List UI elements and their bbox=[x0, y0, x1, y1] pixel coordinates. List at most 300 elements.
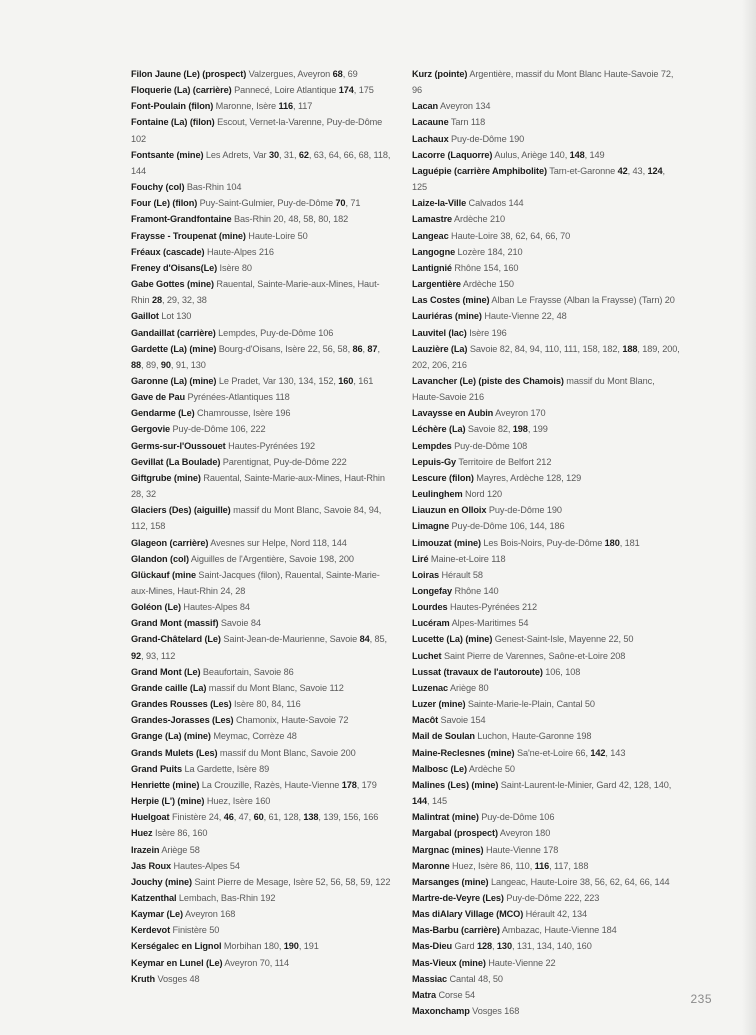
entry-pages bbox=[522, 602, 537, 612]
index-entry bbox=[131, 922, 393, 938]
entry-pages bbox=[509, 134, 524, 144]
page-ref: 190 bbox=[546, 505, 562, 516]
index-entry bbox=[412, 502, 682, 518]
page-ref: 223 bbox=[584, 892, 600, 903]
index-entry bbox=[131, 615, 393, 631]
page-ref: 70 bbox=[560, 230, 571, 241]
page-ref: 145 bbox=[431, 796, 447, 807]
page-ref: 93 bbox=[145, 650, 156, 661]
page-ref: 102 bbox=[131, 133, 147, 144]
page-ref: 89 bbox=[145, 359, 156, 370]
page-ref: 90 bbox=[160, 359, 171, 370]
entry-name: Liré bbox=[412, 553, 429, 564]
page-ref: 222 bbox=[250, 424, 266, 435]
index-entry bbox=[412, 631, 682, 647]
entry-pages: 70, 114 bbox=[259, 957, 289, 968]
entry-location: Escout, Vernet-la-Varenne, Puy-de-Dôme bbox=[217, 117, 383, 128]
index-entry bbox=[412, 66, 682, 98]
page-ref: 68 bbox=[332, 69, 343, 79]
entry-pages bbox=[546, 958, 556, 968]
entry-location: Ariège bbox=[161, 844, 188, 855]
entry-name: Lourdes bbox=[412, 602, 448, 613]
entry-pages: 42, 43, 124, 125 bbox=[412, 165, 665, 193]
entry-pages bbox=[300, 441, 315, 451]
entry-name: Gevillat (La Boulade) bbox=[131, 456, 221, 467]
entry-location: Les Adrets, Var bbox=[205, 149, 267, 160]
page-ref: 80 bbox=[256, 699, 267, 710]
page-ref: 144 bbox=[529, 521, 545, 532]
page-ref: 24 bbox=[220, 586, 231, 596]
page-ref: 130 bbox=[496, 941, 512, 952]
entry-pages bbox=[475, 101, 490, 111]
page-ref: 108 bbox=[565, 666, 581, 677]
entry-name: Marsanges (mine) bbox=[412, 876, 489, 887]
page-ref: 50 bbox=[504, 763, 515, 774]
index-entry bbox=[131, 728, 393, 744]
entry-pages: 28, 32 bbox=[131, 489, 156, 500]
page-ref: 144 bbox=[508, 198, 524, 209]
index-entry bbox=[412, 1003, 682, 1019]
entry-pages bbox=[602, 925, 617, 935]
entry-pages bbox=[470, 715, 485, 725]
page-ref: 84 bbox=[271, 699, 282, 710]
entry-location: Hautes-Pyrénées bbox=[450, 602, 520, 613]
entry-location: Sainte-Marie-le-Plain, Cantal bbox=[467, 699, 583, 710]
entry-pages bbox=[240, 602, 250, 612]
page-ref: 128 bbox=[546, 472, 562, 483]
page-ref: 128 bbox=[476, 941, 493, 952]
index-entry bbox=[412, 890, 682, 906]
page-ref: 28 bbox=[131, 489, 142, 500]
entry-pages bbox=[547, 505, 562, 515]
page-ref: 192 bbox=[300, 440, 316, 451]
page-ref: 69 bbox=[347, 69, 358, 79]
index-entry bbox=[412, 842, 682, 858]
entry-location: Hautes-Alpes bbox=[183, 602, 238, 613]
index-entry bbox=[412, 438, 682, 454]
page-ref: 160 bbox=[192, 828, 208, 839]
page-ref: 212 bbox=[536, 456, 552, 467]
entry-pages bbox=[610, 651, 625, 661]
entry-pages bbox=[209, 925, 219, 935]
entry-name: Grandes-Jorasses (Les) bbox=[131, 715, 234, 726]
page-ref: 106 bbox=[509, 521, 525, 532]
page-ref: 46 bbox=[223, 812, 234, 823]
entry-pages bbox=[260, 893, 275, 903]
entry-name: Gardette (La) (mine) bbox=[131, 343, 217, 354]
page-ref: 143 bbox=[610, 747, 626, 758]
entry-name: Grand Mont (massif) bbox=[131, 618, 219, 629]
entry-name: Lempdes bbox=[412, 440, 452, 451]
entry-name: Mail de Soulan bbox=[412, 731, 475, 742]
entry-location: Saint Pierre de Mesage, Isère bbox=[194, 876, 314, 887]
index-entry bbox=[412, 874, 682, 890]
page-ref: 104 bbox=[226, 182, 242, 193]
entry-location: Puy-de-Dôme bbox=[451, 521, 508, 532]
entry-location: Isère bbox=[469, 327, 490, 338]
entry-pages: 128, 130, 131, 134, 140, 160 bbox=[476, 941, 592, 952]
page-ref: 87 bbox=[367, 343, 378, 354]
page-ref: 131 bbox=[516, 941, 532, 952]
entry-location: Territoire de Belfort bbox=[458, 456, 534, 467]
page-ref: 140 bbox=[549, 149, 565, 160]
entry-pages bbox=[469, 392, 484, 402]
page-ref: 66 bbox=[343, 149, 354, 160]
page-ref: 64 bbox=[624, 876, 635, 887]
entry-location: Aveyron bbox=[440, 101, 473, 112]
index-entry bbox=[131, 890, 393, 906]
page-ref: 154 bbox=[470, 715, 486, 726]
page-ref: 118 bbox=[373, 149, 388, 160]
entry-name: Lucéram bbox=[412, 618, 450, 629]
entry-location: Bas-Rhin bbox=[186, 182, 224, 193]
entry-location: Saint-Laurent-le-Minier, Gard bbox=[500, 779, 617, 790]
page-ref: 140 bbox=[653, 779, 669, 790]
entry-name: Framont-Grandfontaine bbox=[131, 214, 232, 225]
page-ref: 116 bbox=[286, 699, 301, 710]
entry-name: Mas-Barbu (carrière) bbox=[412, 925, 500, 936]
page-ref: 140 bbox=[556, 941, 572, 952]
page-ref: 118 bbox=[275, 392, 290, 403]
entry-pages bbox=[275, 408, 290, 418]
page-ref: 84 bbox=[514, 343, 525, 354]
entry-location: Maine-et-Loire bbox=[430, 553, 489, 564]
entry-location: Ardèche bbox=[462, 279, 497, 290]
page-ref: 156 bbox=[343, 812, 359, 823]
index-entry bbox=[131, 535, 393, 551]
entry-location: Sa'ne-et-Loire bbox=[516, 747, 573, 758]
entry-pages: 22, 50 bbox=[608, 634, 634, 645]
entry-pages bbox=[338, 715, 348, 725]
page-ref: 84 bbox=[353, 505, 364, 516]
page-ref: 59 bbox=[360, 876, 371, 887]
page-ref: 180 bbox=[263, 941, 279, 952]
page-ref: 130 bbox=[278, 375, 294, 386]
page-ref: 60 bbox=[253, 812, 264, 823]
page-ref: 38 bbox=[500, 230, 511, 241]
page-ref: 160 bbox=[576, 941, 592, 952]
entry-name: Kerségalec en Lignol bbox=[131, 941, 222, 952]
page-ref: 144 bbox=[131, 165, 147, 176]
page-ref: 88 bbox=[131, 359, 142, 370]
entry-name: Jouchy (mine) bbox=[131, 876, 192, 887]
entry-pages: 106, 144, 186 bbox=[509, 521, 565, 532]
entry-pages: 116, 117 bbox=[278, 101, 313, 112]
index-entry bbox=[412, 551, 682, 567]
index-entry bbox=[131, 179, 393, 195]
index-entry bbox=[131, 793, 393, 809]
entry-location: Alpes-Maritimes bbox=[451, 618, 516, 629]
index-entry bbox=[412, 486, 682, 502]
page-ref: 28 bbox=[235, 586, 246, 596]
index-entry bbox=[412, 777, 682, 809]
index-entry bbox=[131, 276, 393, 308]
entry-location: Savoie bbox=[220, 618, 249, 629]
index-entry bbox=[412, 971, 682, 987]
page-ref: 112 bbox=[329, 682, 344, 693]
entry-pages: 38, 56, 62, 64, 66, 144 bbox=[579, 876, 670, 887]
page-ref: 216 bbox=[451, 359, 467, 370]
entry-location: Hautes-Pyrénées bbox=[228, 440, 298, 451]
entry-location: Aulus, Ariège bbox=[494, 149, 548, 160]
index-entry bbox=[131, 502, 393, 534]
entry-name: Huez bbox=[131, 828, 153, 839]
page-ref: 50 bbox=[623, 634, 634, 645]
entry-name: Fontsante (mine) bbox=[131, 149, 204, 160]
index-entry bbox=[131, 470, 393, 502]
entry-pages: 180, 190, 191 bbox=[263, 941, 319, 952]
page-ref: 116 bbox=[278, 101, 294, 112]
index-entry bbox=[131, 955, 393, 971]
index-entry bbox=[412, 341, 682, 373]
entry-location: Rauental, Sainte-Marie-aux-Mines, Haut-Rhin bbox=[203, 472, 385, 483]
entry-pages bbox=[255, 796, 270, 806]
entry-location: La Gardette, Isère bbox=[184, 763, 257, 774]
entry-pages bbox=[505, 764, 515, 774]
page-ref: 191 bbox=[303, 941, 319, 952]
page-ref: 62 bbox=[298, 149, 309, 160]
entry-location: Chamonix, Haute-Savoie bbox=[235, 715, 336, 726]
entry-name: Lantignié bbox=[412, 262, 452, 273]
index-entry bbox=[412, 325, 682, 341]
page-ref: 168 bbox=[220, 909, 236, 920]
entry-location: Haute-Vienne bbox=[485, 844, 541, 855]
index-entry bbox=[412, 244, 682, 260]
entry-location: Lot bbox=[161, 311, 174, 322]
entry-pages: 118, 144 bbox=[312, 537, 347, 548]
entry-name: Huelgoat bbox=[131, 812, 170, 823]
index-entry bbox=[412, 308, 682, 324]
index-entry bbox=[412, 696, 682, 712]
page-ref: 43 bbox=[632, 165, 643, 176]
entry-pages: 52, 56, 58, 59, 122 bbox=[315, 876, 391, 887]
index-entry bbox=[131, 599, 393, 615]
entry-name: Font-Poulain (filon) bbox=[131, 101, 214, 112]
page-ref: 70 bbox=[335, 198, 346, 209]
index-entry bbox=[412, 228, 682, 244]
page-ref: 48 bbox=[286, 731, 297, 742]
entry-pages bbox=[665, 295, 675, 305]
page-ref: 38 bbox=[579, 876, 590, 887]
entry-name: Goléon (Le) bbox=[131, 602, 181, 613]
index-entry bbox=[412, 922, 682, 938]
page-ref: 117 bbox=[554, 860, 569, 871]
index-entry bbox=[412, 745, 682, 761]
entry-pages bbox=[259, 764, 269, 774]
entry-name: Keymar en Lunel (Le) bbox=[131, 957, 223, 968]
page-ref: 80 bbox=[241, 262, 252, 273]
entry-name: Lussat (travaux de l'autoroute) bbox=[412, 666, 543, 677]
index-entry bbox=[412, 906, 682, 922]
page-ref: 174 bbox=[338, 85, 354, 96]
page-ref: 175 bbox=[358, 85, 374, 96]
entry-name: Lacan bbox=[412, 101, 439, 112]
entry-pages: 198, 200 bbox=[318, 553, 354, 564]
entry-location: Puy-de-Dôme bbox=[454, 440, 510, 451]
page-ref: 122 bbox=[375, 876, 391, 887]
page-ref: 110 bbox=[515, 860, 530, 871]
entry-name: Gabe Gottes (mine) bbox=[131, 279, 214, 290]
index-entry bbox=[131, 551, 393, 567]
page-ref: 117 bbox=[297, 101, 313, 112]
entry-pages: 222, 223 bbox=[564, 892, 600, 903]
page-ref: 22 bbox=[307, 343, 318, 354]
page-ref: 31 bbox=[283, 149, 294, 160]
entry-location: Savoie bbox=[440, 715, 468, 726]
entry-name: Margnac (mines) bbox=[412, 844, 484, 855]
entry-name: Fréaux (cascade) bbox=[131, 246, 205, 257]
index-entry bbox=[412, 761, 682, 777]
page-ref: 48 bbox=[288, 214, 299, 225]
entry-name: Largentière bbox=[412, 279, 461, 290]
entry-location: Saint-Jacques (filon), Rauental, Sainte-Marie-aux-Mines, Haut-Rhin bbox=[131, 569, 380, 596]
page-ref: 160 bbox=[255, 796, 271, 807]
index-entry bbox=[412, 454, 682, 470]
entry-pages: 42, 134 bbox=[557, 909, 587, 920]
entry-name: Glandon (col) bbox=[131, 553, 189, 564]
page-ref: 91 bbox=[175, 359, 186, 370]
page-ref: 82 bbox=[497, 424, 508, 435]
page-ref: 186 bbox=[549, 521, 565, 532]
page-ref: 58 bbox=[337, 343, 348, 354]
entry-name: Grandes Rousses (Les) bbox=[131, 699, 232, 710]
entry-name: Margabal (prospect) bbox=[412, 828, 498, 839]
page-ref: 190 bbox=[283, 941, 299, 952]
page-ref: 125 bbox=[412, 182, 428, 193]
page-ref: 118 bbox=[470, 117, 486, 128]
entry-pages bbox=[530, 408, 545, 418]
index-entry bbox=[412, 728, 682, 744]
entry-pages bbox=[535, 828, 550, 838]
entry-name: Glageon (carrière) bbox=[131, 537, 209, 548]
index-entry bbox=[412, 809, 682, 825]
entry-location: Isère bbox=[219, 262, 240, 273]
entry-name: Liauzun en Olloix bbox=[412, 505, 487, 516]
index-entry bbox=[412, 648, 682, 664]
entry-name: Mas-Vieux (mine) bbox=[412, 957, 486, 968]
entry-location: Savoie bbox=[467, 424, 496, 435]
page-ref: 160 bbox=[338, 375, 354, 386]
page-ref: 48 bbox=[556, 311, 567, 322]
page-ref: 202 bbox=[412, 359, 428, 370]
page-ref: 200 bbox=[662, 343, 678, 354]
entry-pages bbox=[465, 990, 475, 1000]
page-ref: 150 bbox=[498, 279, 514, 290]
entry-name: Gaillot bbox=[131, 311, 159, 322]
entry-name: Limouzat (mine) bbox=[412, 537, 481, 548]
page-ref: 181 bbox=[624, 537, 640, 548]
entry-location: Parentignat, Puy-de-Dôme bbox=[222, 456, 330, 467]
entry-location: Vosges bbox=[157, 973, 187, 984]
entry-pages bbox=[226, 182, 241, 192]
page-ref: 180 bbox=[604, 537, 620, 548]
index-entry bbox=[412, 535, 682, 551]
page-ref: 42 bbox=[557, 909, 568, 920]
entry-location: Haute-Loire bbox=[248, 230, 296, 241]
page-ref: 84 bbox=[250, 618, 261, 629]
page-ref: 180 bbox=[535, 828, 551, 839]
page-ref: 192 bbox=[260, 892, 276, 903]
page-ref: 62 bbox=[515, 230, 526, 241]
page-ref: 84 bbox=[239, 602, 250, 613]
page-edge-shade bbox=[742, 0, 756, 1035]
entry-location: Tarn bbox=[450, 117, 469, 128]
entry-location: Huez, Isère bbox=[452, 860, 498, 871]
entry-location: Huez, Isère bbox=[206, 796, 253, 807]
index-entry bbox=[412, 599, 682, 615]
entry-location: Beaufortain, Savoie bbox=[202, 666, 282, 677]
entry-pages: 66, 142, 143 bbox=[575, 747, 626, 758]
entry-name: Filon Jaune (Le) (prospect) bbox=[131, 69, 247, 79]
entry-name: Herpie (L') (mine) bbox=[131, 796, 205, 807]
page-ref: 80 bbox=[478, 682, 489, 693]
entry-pages: 70, 71 bbox=[335, 198, 361, 209]
index-entry bbox=[131, 712, 393, 728]
entry-name: Lauriéras (mine) bbox=[412, 311, 482, 322]
index-entry bbox=[412, 131, 682, 147]
entry-pages bbox=[251, 618, 261, 628]
entry-name: Lavaysse en Aubin bbox=[412, 408, 494, 419]
page-ref: 50 bbox=[209, 925, 220, 936]
entry-pages: 80, 84, 116 bbox=[256, 699, 301, 710]
page-ref: 152 bbox=[318, 375, 334, 386]
entry-location: Mayres, Ardèche bbox=[476, 472, 544, 483]
entry-pages bbox=[491, 554, 505, 564]
page-ref: 161 bbox=[358, 375, 374, 386]
entry-location: Bourg-d'Oisans, Isère bbox=[218, 343, 306, 354]
index-entry bbox=[131, 438, 393, 454]
index-entry bbox=[412, 825, 682, 841]
entry-name: Kruth bbox=[131, 973, 155, 984]
entry-name: Fouchy (col) bbox=[131, 182, 185, 193]
entry-location: Calvados bbox=[468, 198, 507, 209]
entry-location: Puy-de-Dôme bbox=[506, 892, 562, 903]
entry-location: Corse bbox=[438, 989, 463, 1000]
entry-name: Lepuis-Gy bbox=[412, 456, 457, 467]
page-ref: 96 bbox=[412, 85, 423, 96]
entry-pages: 140, 148, 149 bbox=[549, 149, 605, 160]
entry-location: Ardèche bbox=[454, 214, 488, 225]
entry-pages: 38, 62, 64, 66, 70 bbox=[500, 230, 571, 241]
entry-location: Les Bois-Noirs, Puy-de-Dôme bbox=[483, 537, 603, 548]
entry-location: Haute-Vienne bbox=[488, 957, 544, 968]
entry-location: Savoie bbox=[469, 343, 498, 354]
page-ref: 198 bbox=[576, 731, 592, 742]
entry-name: Malbosc (Le) bbox=[412, 763, 467, 774]
entry-pages bbox=[259, 247, 274, 257]
page-ref: 20 bbox=[664, 295, 675, 306]
index-entry bbox=[412, 680, 682, 696]
page-ref: 189 bbox=[642, 343, 658, 354]
entry-pages: 48, 50 bbox=[477, 973, 503, 984]
index-entry bbox=[412, 955, 682, 971]
entry-name: Gendarme (Le) bbox=[131, 408, 195, 419]
entry-pages: 86, 110, 116, 117, 188 bbox=[500, 860, 589, 871]
entry-location: Aiguilles de l'Argentière, Savoie bbox=[190, 553, 317, 564]
entry-location: Bas-Rhin bbox=[233, 214, 271, 225]
page-ref: 85 bbox=[374, 634, 385, 645]
page-ref: 138 bbox=[303, 812, 319, 823]
page-ref: 56 bbox=[322, 343, 333, 354]
page-ref: 68 bbox=[358, 149, 369, 160]
page-ref: 48 bbox=[477, 973, 488, 984]
page-ref: 134 bbox=[536, 941, 552, 952]
page-ref: 158 bbox=[582, 343, 598, 354]
entry-location: Le Pradet, Var bbox=[218, 375, 277, 386]
index-entry bbox=[131, 147, 393, 179]
entry-location: Puy-de-Dôme bbox=[488, 505, 545, 516]
index-entry bbox=[412, 615, 682, 631]
